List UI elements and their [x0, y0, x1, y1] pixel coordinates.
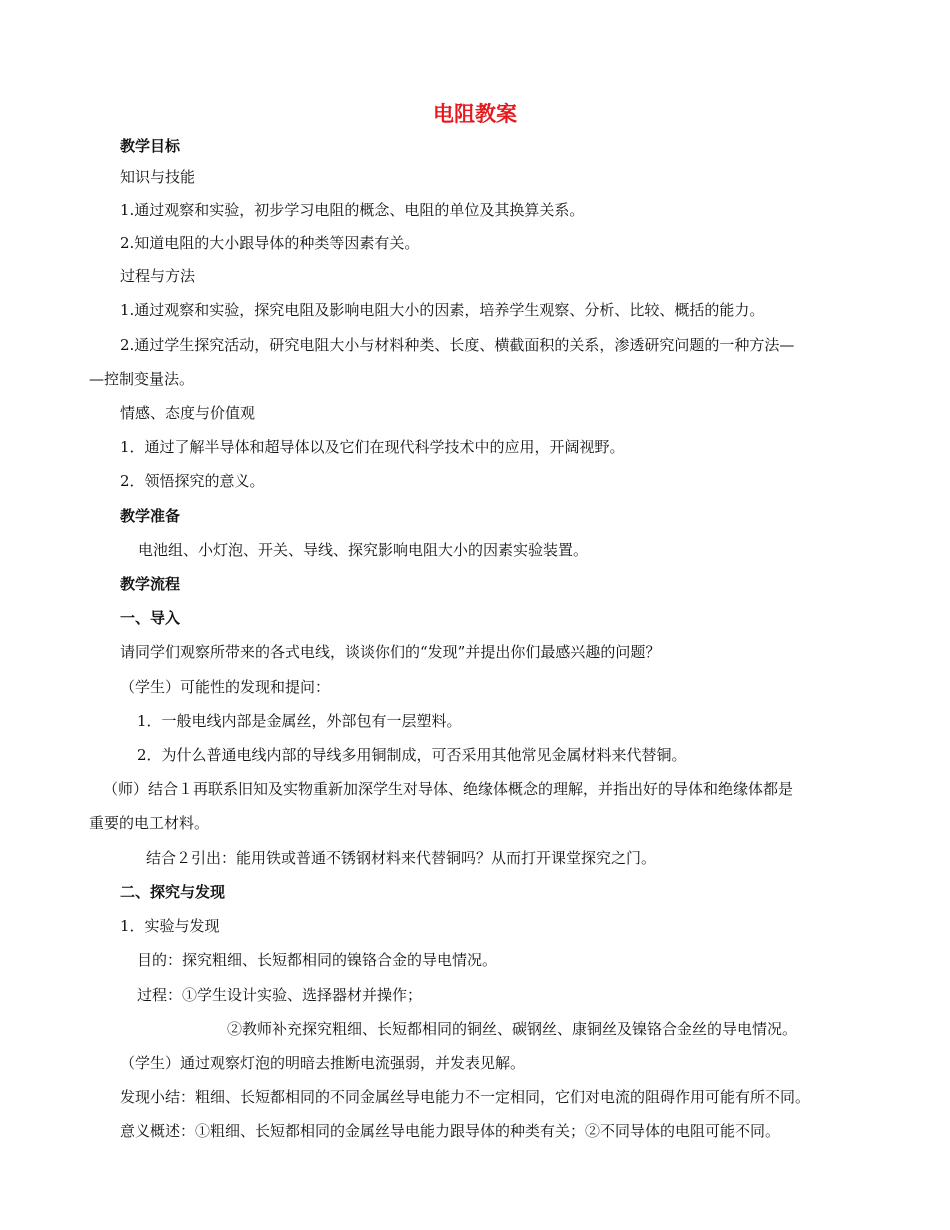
paragraph: （师）结合１再联系旧知及实物重新加深学生对导体、绝缘体概念的理解，并指出好的导体和绝缘体都是	[103, 780, 794, 798]
paragraph: 1．实验与发现	[120, 917, 220, 935]
paragraph: （学生）通过观察灯泡的明暗去推断电流强弱，并发表见解。	[120, 1054, 526, 1072]
section-heading-goals: 教学目标	[120, 137, 181, 155]
paragraph: 发现小结：粗细、长短都相同的不同金属丝导电能力不一定相同，它们对电流的阻碍作用可能有所不同。	[120, 1088, 811, 1106]
subheading-emotion: 情感、态度与价值观	[120, 404, 256, 422]
paragraph-continuation: 重要的电工材料。	[89, 814, 210, 832]
paragraph: 2．领悟探究的意义。	[120, 472, 265, 490]
paragraph: （学生）可能性的发现和提问：	[120, 678, 331, 696]
paragraph: 意义概述：①粗细、长短都相同的金属丝导电能力跟导体的种类有关；②不同导体的电阻可能不同。	[120, 1122, 781, 1140]
document-title: 电阻教案	[433, 102, 517, 126]
section-heading-intro: 一、导入	[120, 609, 181, 627]
paragraph: ②教师补充探究粗细、长短都相同的铜丝、碳钢丝、康铜丝及镍铬合金丝的导电情况。	[227, 1020, 798, 1038]
paragraph: 2．为什么普通电线内部的导线多用铜制成，可否采用其他常见金属材料来代替铜。	[137, 746, 687, 764]
paragraph: 1．一般电线内部是金属丝，外部包有一层塑料。	[137, 712, 462, 730]
paragraph: 目的：探究粗细、长短都相同的镍铬合金的导电情况。	[137, 951, 498, 969]
subheading-knowledge: 知识与技能	[120, 168, 196, 186]
section-heading-prep: 教学准备	[120, 507, 181, 525]
paragraph: 2.知道电阻的大小跟导体的种类等因素有关。	[120, 234, 420, 252]
paragraph: 请同学们观察所带来的各式电线，谈谈你们的“发现”并提出你们最感兴趣的问题？	[120, 643, 661, 661]
paragraph: 1.通过观察和实验，初步学习电阻的概念、电阻的单位及其换算关系。	[120, 201, 585, 219]
section-heading-explore: 二、探究与发现	[120, 883, 226, 901]
section-heading-flow: 教学流程	[120, 575, 181, 593]
subheading-process: 过程与方法	[120, 267, 196, 285]
paragraph: 2.通过学生探究活动，研究电阻大小与材料种类、长度、横截面积的关系，渗透研究问题的一种方法—	[120, 336, 795, 354]
paragraph: 结合２引出：能用铁或普通不锈钢材料来代替铜吗？从而打开课堂探究之门。	[146, 849, 657, 867]
paragraph-continuation: —控制变量法。	[89, 370, 195, 388]
paragraph: 电池组、小灯泡、开关、导线、探究影响电阻大小的因素实验装置。	[138, 541, 589, 559]
paragraph: 过程：①学生设计实验、选择器材并操作；	[137, 986, 423, 1004]
paragraph: 1．通过了解半导体和超导体以及它们在现代科学技术中的应用，开阔视野。	[120, 438, 625, 456]
paragraph: 1.通过观察和实验，探究电阻及影响电阻大小的因素，培养学生观察、分析、比较、概括的能力。	[120, 301, 765, 319]
